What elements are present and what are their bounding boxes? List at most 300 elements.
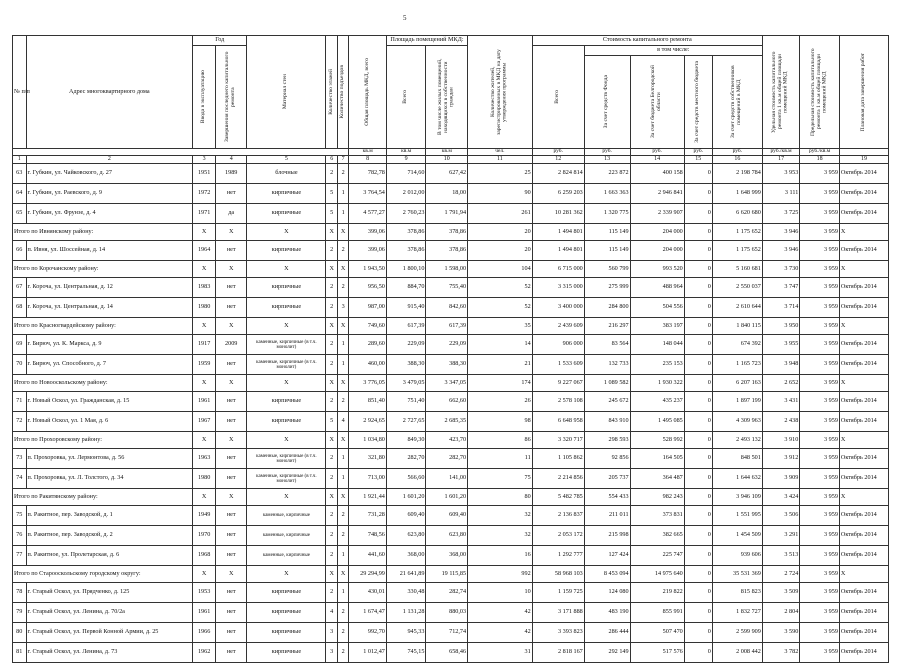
entr-cell: X (337, 318, 348, 335)
date-cell: Октябрь 2014 (839, 335, 888, 355)
max-cell: 3 959 (800, 298, 840, 318)
last-cell: 2009 (216, 335, 247, 355)
people-cell: 42 (468, 603, 533, 623)
fund-cell: 298 593 (584, 432, 630, 449)
district-total-label: Итого по Прохоровскому району: (13, 432, 193, 449)
material-cell: X (247, 261, 326, 278)
res-cell: 1 791,94 (426, 204, 468, 224)
address-cell: г. Старый Оскол, ул. Первой Конной Армии, д. 25 (26, 623, 193, 643)
prem-cell: 915,40 (386, 298, 426, 318)
region-cell: 382 665 (630, 526, 684, 546)
hdr-floors: Количество этажей (326, 36, 337, 149)
local-cell: 0 (684, 546, 712, 566)
local-cell: 0 (684, 318, 712, 335)
fund-cell: 1 089 582 (584, 375, 630, 392)
year-cell: 1959 (193, 355, 216, 375)
fund-cell: 284 800 (584, 298, 630, 318)
row-number: 64 (13, 184, 27, 204)
last-cell: нет (216, 643, 247, 663)
last-cell: 1989 (216, 164, 247, 184)
owners-cell: 5 160 681 (712, 261, 762, 278)
people-cell: 90 (468, 184, 533, 204)
fund-cell: 215 998 (584, 526, 630, 546)
area-cell: 782,78 (349, 164, 386, 184)
owners-cell: 2 599 909 (712, 623, 762, 643)
column-numbers-row: 1 2 3 4 5 6 7 8 9 10 11 12 13 14 15 16 17 18 19 (13, 156, 889, 164)
material-cell: X (247, 224, 326, 241)
area-cell: 2 924,65 (349, 412, 386, 432)
hdr-area-total: Всего (386, 46, 426, 149)
res-cell: 378,86 (426, 241, 468, 261)
hdr-area-residential: В том числе жилых помещений, находящихся в собственности граждан (426, 46, 468, 149)
table-row (13, 583, 889, 603)
year-cell: 1949 (193, 506, 216, 526)
res-cell: 617,39 (426, 318, 468, 335)
material-cell: X (247, 375, 326, 392)
res-cell: 658,46 (426, 643, 468, 663)
res-cell: 1 598,00 (426, 261, 468, 278)
local-cell: 0 (684, 489, 712, 506)
region-cell: 1 930 322 (630, 375, 684, 392)
address-cell: г. Старый Оскол, ул. Прядченко, д. 125 (26, 583, 193, 603)
floors-cell: 2 (326, 506, 337, 526)
date-cell: Октябрь 2014 (839, 469, 888, 489)
prem-cell: 745,15 (386, 643, 426, 663)
hdr-total-area: Общая площадь МКД, всего (349, 36, 386, 149)
fund-cell: 560 799 (584, 261, 630, 278)
date-cell: Октябрь 2014 (839, 241, 888, 261)
prem-cell: 282,70 (386, 449, 426, 469)
prem-cell: 3 479,05 (386, 375, 426, 392)
prem-cell: 1 601,20 (386, 489, 426, 506)
row-number: 75 (13, 506, 27, 526)
cost-cell: 3 171 888 (532, 603, 584, 623)
local-cell: 0 (684, 432, 712, 449)
owners-cell: 4 309 963 (712, 412, 762, 432)
people-cell: 14 (468, 335, 533, 355)
owners-cell: 1 165 723 (712, 355, 762, 375)
date-cell: Октябрь 2014 (839, 184, 888, 204)
entr-cell: 1 (337, 204, 348, 224)
floors-cell: 2 (326, 298, 337, 318)
prem-cell: 2 760,23 (386, 204, 426, 224)
local-cell: 0 (684, 449, 712, 469)
people-cell: 992 (468, 566, 533, 583)
table-row (13, 506, 889, 526)
owners-cell: 6 207 163 (712, 375, 762, 392)
floors-cell: 3 (326, 643, 337, 663)
region-cell: 373 831 (630, 506, 684, 526)
cost-cell: 2 439 609 (532, 318, 584, 335)
region-cell: 993 520 (630, 261, 684, 278)
year-cell: X (193, 318, 216, 335)
max-cell: 3 959 (800, 318, 840, 335)
floors-cell: 5 (326, 204, 337, 224)
max-cell: 3 959 (800, 278, 840, 298)
entr-cell: X (337, 224, 348, 241)
people-cell: 32 (468, 526, 533, 546)
last-cell: да (216, 204, 247, 224)
region-cell: 2 339 907 (630, 204, 684, 224)
date-cell: Октябрь 2014 (839, 392, 888, 412)
entr-cell: 2 (337, 506, 348, 526)
table-row (13, 355, 889, 375)
area-cell: 956,50 (349, 278, 386, 298)
cost-cell: 1 494 801 (532, 241, 584, 261)
row-number: 65 (13, 204, 27, 224)
spec-cell: 3 950 (762, 318, 799, 335)
hdr-specific-cost: Удельная стоимость капитального ремонта 1 кв.м общей площади помещений МКД (762, 36, 799, 149)
date-cell: Октябрь 2014 (839, 643, 888, 663)
region-cell: 364 487 (630, 469, 684, 489)
people-cell: 98 (468, 412, 533, 432)
region-cell: 1 495 085 (630, 412, 684, 432)
res-cell: 229,09 (426, 335, 468, 355)
table-row (13, 335, 889, 355)
region-cell: 204 000 (630, 241, 684, 261)
floors-cell: 4 (326, 603, 337, 623)
local-cell: 0 (684, 278, 712, 298)
max-cell: 3 959 (800, 643, 840, 663)
last-cell: X (216, 432, 247, 449)
floors-cell: 2 (326, 164, 337, 184)
date-cell: X (839, 489, 888, 506)
district-total-row (13, 489, 889, 506)
material-cell: каменные, кирпичные (в т.ч. монолит) (247, 335, 326, 355)
res-cell: 18,00 (426, 184, 468, 204)
last-cell: нет (216, 469, 247, 489)
people-cell: 35 (468, 318, 533, 335)
row-number: 63 (13, 164, 27, 184)
fund-cell: 115 149 (584, 224, 630, 241)
local-cell: 0 (684, 261, 712, 278)
floors-cell: 2 (326, 583, 337, 603)
address-cell: г. Старый Оскол, ул. Ленина, д. 73 (26, 643, 193, 663)
material-cell: каменные, кирпичные (247, 506, 326, 526)
address-cell: г. Бирюч, ул. К. Маркса, д. 9 (26, 335, 193, 355)
table-row (13, 164, 889, 184)
table-row (13, 412, 889, 432)
res-cell: 662,60 (426, 392, 468, 412)
cost-cell: 1 159 725 (532, 583, 584, 603)
material-cell: каменные, кирпичные (в т.ч. монолит) (247, 449, 326, 469)
res-cell: 3 347,05 (426, 375, 468, 392)
prem-cell: 884,70 (386, 278, 426, 298)
spec-cell: 3 590 (762, 623, 799, 643)
prem-cell: 330,48 (386, 583, 426, 603)
address-cell: г. Старый Оскол, ул. Ленина, д. 70/2а (26, 603, 193, 623)
floors-cell: 2 (326, 469, 337, 489)
hdr-no: № п/п (13, 36, 27, 149)
date-cell: Октябрь 2014 (839, 355, 888, 375)
cost-cell: 2 053 172 (532, 526, 584, 546)
last-cell: нет (216, 298, 247, 318)
table-row (13, 623, 889, 643)
entr-cell: 2 (337, 278, 348, 298)
fund-cell: 83 564 (584, 335, 630, 355)
entr-cell: 1 (337, 355, 348, 375)
year-cell: 1961 (193, 392, 216, 412)
area-cell: 749,60 (349, 318, 386, 335)
entr-cell: 1 (337, 469, 348, 489)
people-cell: 31 (468, 643, 533, 663)
local-cell: 0 (684, 566, 712, 583)
row-number: 77 (13, 546, 27, 566)
last-cell: нет (216, 278, 247, 298)
material-cell: кирпичные (247, 241, 326, 261)
prem-cell: 623,80 (386, 526, 426, 546)
res-cell: 609,40 (426, 506, 468, 526)
local-cell: 0 (684, 224, 712, 241)
address-cell: п. Ракитное, ул. Пролетарская, д. 6 (26, 546, 193, 566)
row-number: 78 (13, 583, 27, 603)
row-number: 70 (13, 355, 27, 375)
row-number: 69 (13, 335, 27, 355)
prem-cell: 21 641,89 (386, 566, 426, 583)
district-total-row (13, 224, 889, 241)
people-cell: 10 (468, 583, 533, 603)
fund-cell: 245 672 (584, 392, 630, 412)
table-row (13, 603, 889, 623)
address-cell: п. Ракитное, пер. Заводской, д. 1 (26, 506, 193, 526)
address-cell: п. Ракитное, пер. Заводской, д. 2 (26, 526, 193, 546)
floors-cell: 2 (326, 355, 337, 375)
res-cell: 388,30 (426, 355, 468, 375)
table-row (13, 449, 889, 469)
max-cell: 3 959 (800, 449, 840, 469)
hdr-residents: Количество жителей, зарегистрированных в МКД на дату утверждения программы (468, 36, 533, 149)
prem-cell: 2 012,00 (386, 184, 426, 204)
table-row (13, 278, 889, 298)
region-cell: 225 747 (630, 546, 684, 566)
res-cell: 141,00 (426, 469, 468, 489)
last-cell: X (216, 566, 247, 583)
max-cell: 3 959 (800, 506, 840, 526)
hdr-owners: За счет средств собственников помещений в МКД (712, 56, 762, 149)
row-number: 68 (13, 298, 27, 318)
spec-cell: 2 804 (762, 603, 799, 623)
cost-cell: 9 227 067 (532, 375, 584, 392)
res-cell: 282,70 (426, 449, 468, 469)
material-cell: кирпичные (247, 583, 326, 603)
prem-cell: 945,33 (386, 623, 426, 643)
people-cell: 174 (468, 375, 533, 392)
people-cell: 20 (468, 224, 533, 241)
res-cell: 623,80 (426, 526, 468, 546)
res-cell: 755,40 (426, 278, 468, 298)
res-cell: 627,42 (426, 164, 468, 184)
spec-cell: 3 509 (762, 583, 799, 603)
region-cell: 507 470 (630, 623, 684, 643)
max-cell: 3 959 (800, 623, 840, 643)
spec-cell: 3 714 (762, 298, 799, 318)
max-cell: 3 959 (800, 355, 840, 375)
row-number: 73 (13, 449, 27, 469)
spec-cell: 3 431 (762, 392, 799, 412)
res-cell: 880,03 (426, 603, 468, 623)
owners-cell: 3 946 109 (712, 489, 762, 506)
owners-cell: 848 501 (712, 449, 762, 469)
spec-cell: 3 111 (762, 184, 799, 204)
date-cell: Октябрь 2014 (839, 546, 888, 566)
fund-cell: 554 433 (584, 489, 630, 506)
max-cell: 3 959 (800, 392, 840, 412)
last-cell: нет (216, 546, 247, 566)
cost-cell: 58 968 103 (532, 566, 584, 583)
year-cell: 1917 (193, 335, 216, 355)
material-cell: кирпичные (247, 298, 326, 318)
owners-cell: 1 175 652 (712, 241, 762, 261)
units-row: кв.м кв.м кв.м чел. руб. руб. руб. руб. руб. руб./кв.м руб./кв.м (13, 149, 889, 156)
hdr-premises-area: Площадь помещений МКД: (386, 36, 467, 46)
date-cell: Октябрь 2014 (839, 526, 888, 546)
fund-cell: 292 149 (584, 643, 630, 663)
year-cell: X (193, 566, 216, 583)
spec-cell: 2 438 (762, 412, 799, 432)
material-cell: кирпичные (247, 392, 326, 412)
last-cell: X (216, 318, 247, 335)
last-cell: X (216, 375, 247, 392)
max-cell: 3 959 (800, 224, 840, 241)
local-cell: 0 (684, 241, 712, 261)
table-row (13, 241, 889, 261)
table-row (13, 469, 889, 489)
people-cell: 42 (468, 623, 533, 643)
spec-cell: 3 946 (762, 224, 799, 241)
prem-cell: 609,40 (386, 506, 426, 526)
region-cell: 528 992 (630, 432, 684, 449)
floors-cell: X (326, 224, 337, 241)
district-total-label: Итого по Красногвардейскому району: (13, 318, 193, 335)
region-cell: 204 000 (630, 224, 684, 241)
max-cell: 3 959 (800, 489, 840, 506)
year-cell: 1966 (193, 623, 216, 643)
cost-cell: 2 824 814 (532, 164, 584, 184)
address-cell: п. Прохоровка, ул. Лермонтова, д. 56 (26, 449, 193, 469)
area-cell: 1 012,47 (349, 643, 386, 663)
local-cell: 0 (684, 469, 712, 489)
address-cell: г. Короча, ул. Центральная, д. 12 (26, 278, 193, 298)
floors-cell: X (326, 432, 337, 449)
fund-cell: 483 190 (584, 603, 630, 623)
date-cell: X (839, 375, 888, 392)
entr-cell: X (337, 566, 348, 583)
entr-cell: 4 (337, 412, 348, 432)
hdr-repair-cost: Стоимость капитального ремонта (532, 36, 762, 46)
region-cell: 383 197 (630, 318, 684, 335)
floors-cell: 5 (326, 412, 337, 432)
region-cell: 400 158 (630, 164, 684, 184)
last-cell: нет (216, 355, 247, 375)
people-cell: 20 (468, 241, 533, 261)
last-cell: нет (216, 506, 247, 526)
fund-cell: 92 856 (584, 449, 630, 469)
area-cell: 289,60 (349, 335, 386, 355)
year-cell: 1961 (193, 603, 216, 623)
region-cell: 504 556 (630, 298, 684, 318)
owners-cell: 35 531 369 (712, 566, 762, 583)
res-cell: 1 601,20 (426, 489, 468, 506)
area-cell: 460,00 (349, 355, 386, 375)
region-cell: 982 243 (630, 489, 684, 506)
spec-cell: 3 946 (762, 241, 799, 261)
max-cell: 3 959 (800, 335, 840, 355)
last-cell: X (216, 261, 247, 278)
fund-cell: 132 733 (584, 355, 630, 375)
region-cell: 2 946 841 (630, 184, 684, 204)
hdr-last-overhaul: Завершения последнего капитального ремонта (216, 46, 247, 149)
material-cell: кирпичные (247, 204, 326, 224)
owners-cell: 939 606 (712, 546, 762, 566)
area-cell: 731,28 (349, 506, 386, 526)
table-row (13, 643, 889, 663)
owners-cell: 2 550 037 (712, 278, 762, 298)
last-cell: нет (216, 623, 247, 643)
max-cell: 3 959 (800, 241, 840, 261)
last-cell: X (216, 224, 247, 241)
fund-cell: 286 444 (584, 623, 630, 643)
prem-cell: 378,86 (386, 241, 426, 261)
cost-cell: 1 292 777 (532, 546, 584, 566)
fund-cell: 124 080 (584, 583, 630, 603)
material-cell: кирпичные (247, 184, 326, 204)
year-cell: 1980 (193, 298, 216, 318)
entr-cell: 1 (337, 583, 348, 603)
year-cell: 1951 (193, 164, 216, 184)
date-cell: Октябрь 2014 (839, 278, 888, 298)
area-cell: 3 764,54 (349, 184, 386, 204)
row-number: 71 (13, 392, 27, 412)
owners-cell: 6 620 680 (712, 204, 762, 224)
year-cell: 1980 (193, 469, 216, 489)
people-cell: 25 (468, 164, 533, 184)
material-cell: кирпичные (247, 603, 326, 623)
last-cell: нет (216, 526, 247, 546)
local-cell: 0 (684, 603, 712, 623)
region-cell: 164 505 (630, 449, 684, 469)
res-cell: 842,60 (426, 298, 468, 318)
fund-cell: 115 149 (584, 241, 630, 261)
row-number: 66 (13, 241, 27, 261)
cost-cell: 2 578 108 (532, 392, 584, 412)
local-cell: 0 (684, 298, 712, 318)
people-cell: 16 (468, 546, 533, 566)
spec-cell: 3 747 (762, 278, 799, 298)
local-cell: 0 (684, 526, 712, 546)
region-cell: 148 044 (630, 335, 684, 355)
prem-cell: 849,30 (386, 432, 426, 449)
people-cell: 21 (468, 355, 533, 375)
row-number: 67 (13, 278, 27, 298)
hdr-entrances: Количество подъездов (337, 36, 348, 149)
floors-cell: X (326, 318, 337, 335)
max-cell: 3 959 (800, 432, 840, 449)
prem-cell: 368,00 (386, 546, 426, 566)
region-cell: 235 153 (630, 355, 684, 375)
entr-cell: X (337, 489, 348, 506)
spec-cell: 3 513 (762, 546, 799, 566)
date-cell: Октябрь 2014 (839, 412, 888, 432)
floors-cell: X (326, 489, 337, 506)
hdr-including: в том числе: (584, 46, 762, 56)
date-cell: Октябрь 2014 (839, 449, 888, 469)
prem-cell: 1 800,10 (386, 261, 426, 278)
year-cell: 1971 (193, 204, 216, 224)
date-cell: Октябрь 2014 (839, 204, 888, 224)
area-cell: 29 294,99 (349, 566, 386, 583)
owners-cell: 674 392 (712, 335, 762, 355)
address-cell: г. Губкин, ул. Фрунзе, д. 4 (26, 204, 193, 224)
